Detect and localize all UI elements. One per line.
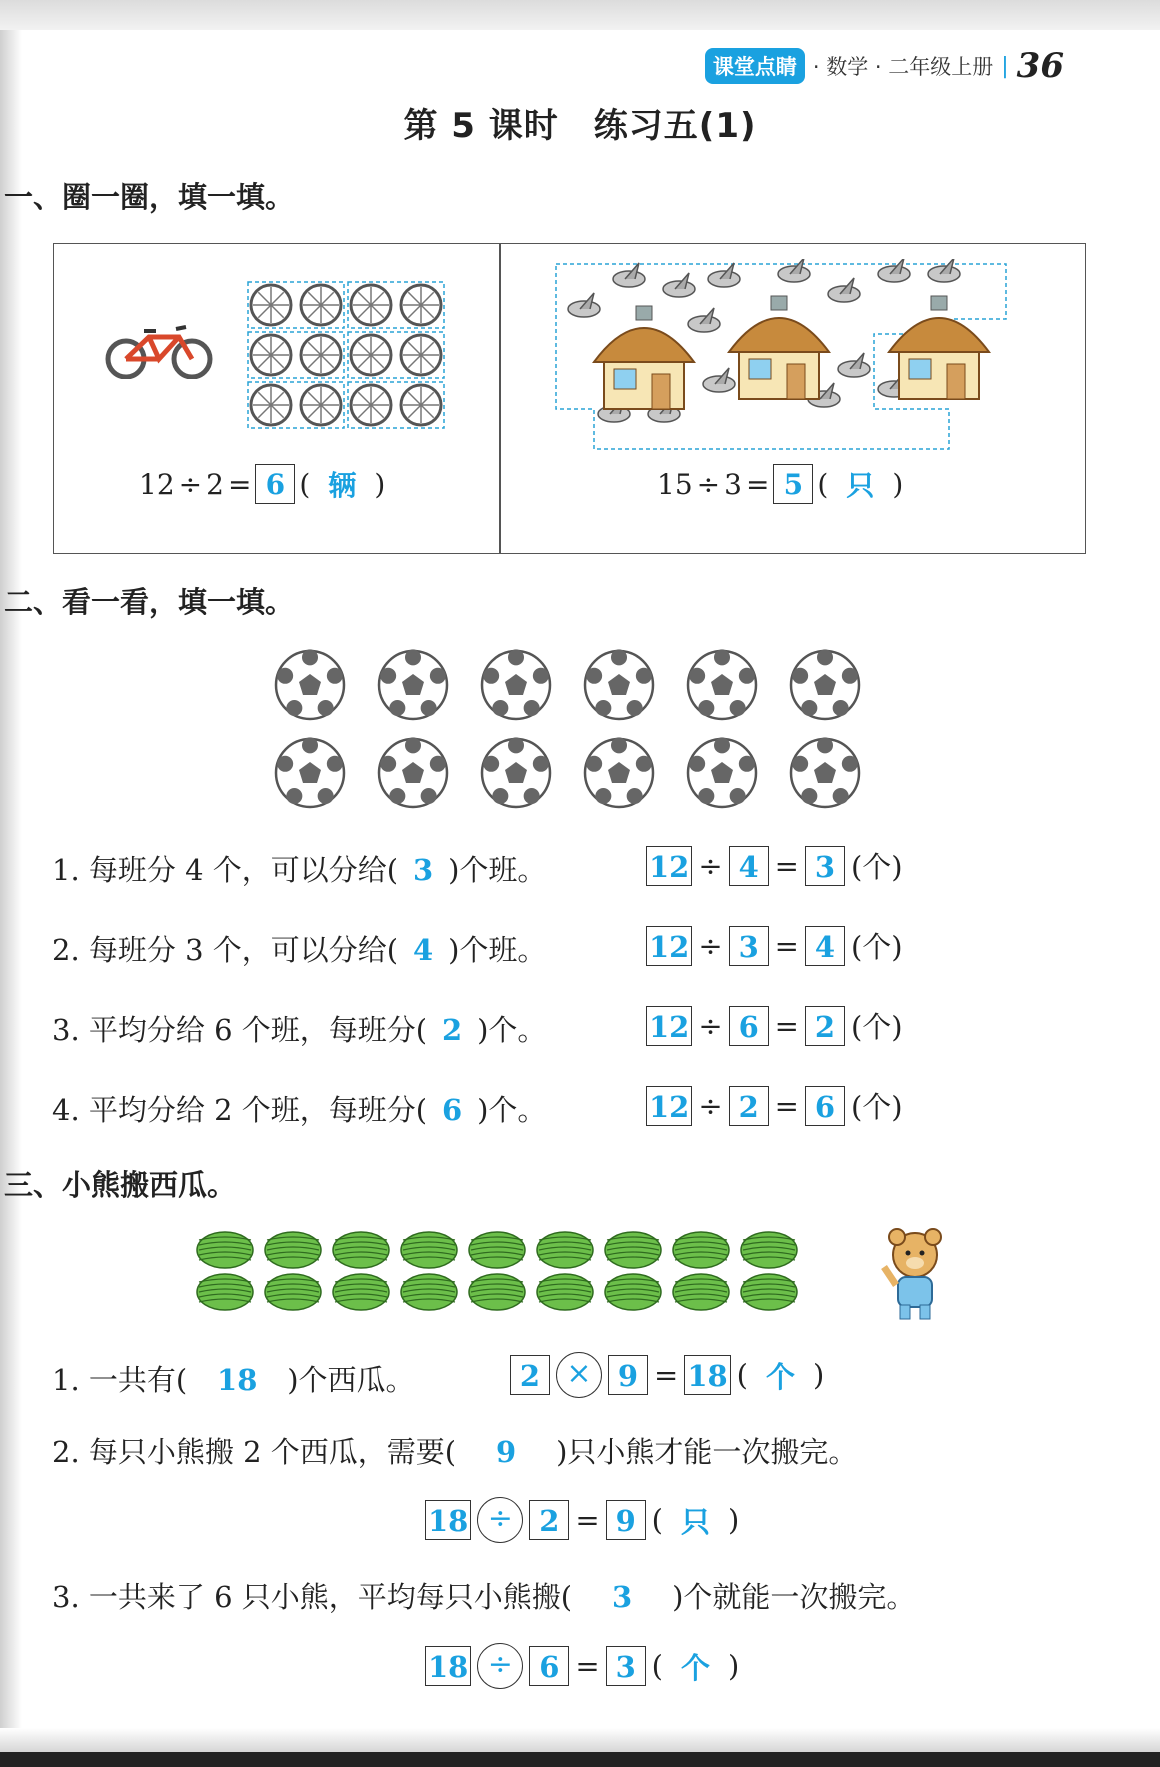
- answer-blank[interactable]: 4: [413, 933, 434, 967]
- section1-right-equation: 15 ÷ 3 = 5 ( 只 ): [657, 464, 903, 504]
- birds-and-houses-illustration: [554, 259, 1014, 454]
- watermelons: [195, 1225, 815, 1325]
- bird-icon: [613, 263, 645, 287]
- section3-heading: 三、小熊搬西瓜。: [4, 1168, 237, 1202]
- answer-box[interactable]: 12: [646, 926, 692, 966]
- answer-box[interactable]: 5: [773, 464, 813, 504]
- operator-circle[interactable]: ×: [556, 1352, 602, 1398]
- unit-answer[interactable]: 辆: [328, 469, 357, 502]
- bird-icon: [688, 308, 720, 332]
- wheel-icon: [401, 385, 441, 425]
- soccer-ball-icon: [688, 737, 756, 807]
- unit-answer[interactable]: 只: [681, 1504, 711, 1539]
- watermelon-icon: [401, 1274, 457, 1310]
- watermelon-icon: [197, 1232, 253, 1268]
- house-icon: [889, 296, 989, 399]
- watermelon-icon: [333, 1274, 389, 1310]
- page-bottom-edge: [0, 1728, 1160, 1752]
- bird-icon: [778, 259, 810, 282]
- wheel-icon: [351, 335, 391, 375]
- watermelon-icon: [469, 1232, 525, 1268]
- bird-icon: [838, 353, 870, 377]
- wheel-icon: [251, 385, 291, 425]
- wheel-groups: [246, 280, 446, 435]
- lesson-title: 第 5 课时 练习五(1): [403, 106, 757, 146]
- answer-blank[interactable]: 9: [496, 1435, 517, 1469]
- answer-box[interactable]: 18: [425, 1500, 471, 1540]
- page-top-edge: [0, 0, 1160, 30]
- unit-answer[interactable]: 个: [766, 1359, 796, 1394]
- section2-question: 4. 平均分给 2 个班，每班分( 6 )个。: [52, 1093, 547, 1127]
- wheel-icon: [401, 335, 441, 375]
- answer-box[interactable]: 2: [529, 1500, 569, 1540]
- page-number: 36: [1016, 46, 1064, 86]
- section3-q1-equation: 2 × 9 = 18 ( 个 ): [510, 1352, 824, 1398]
- answer-box[interactable]: 4: [805, 926, 845, 966]
- answer-box[interactable]: 12: [646, 1086, 692, 1126]
- answer-blank[interactable]: 2: [442, 1013, 463, 1047]
- bear-icon: [870, 1225, 950, 1325]
- watermelon-icon: [673, 1274, 729, 1310]
- house-icon: [594, 306, 694, 409]
- watermelon-icon: [333, 1232, 389, 1268]
- section1-heading: 一、圈一圈，填一填。: [4, 180, 295, 214]
- table-divider: [499, 244, 501, 553]
- wheel-icon: [401, 285, 441, 325]
- watermelon-icon: [537, 1274, 593, 1310]
- answer-box[interactable]: 12: [646, 1006, 692, 1046]
- wheel-icon: [351, 385, 391, 425]
- answer-box[interactable]: 3: [606, 1646, 646, 1686]
- wheel-icon: [301, 385, 341, 425]
- section2-heading: 二、看一看，填一填。: [4, 585, 295, 619]
- soccer-ball-icon: [276, 737, 344, 807]
- soccer-ball-icon: [482, 737, 550, 807]
- soccer-ball-icon: [482, 649, 550, 719]
- soccer-ball-icon: [585, 649, 653, 719]
- answer-box[interactable]: 9: [606, 1500, 646, 1540]
- wheel-icon: [251, 335, 291, 375]
- watermelon-icon: [469, 1274, 525, 1310]
- soccer-ball-icon: [791, 737, 859, 807]
- answer-blank[interactable]: 6: [442, 1093, 463, 1127]
- answer-box[interactable]: 18: [684, 1355, 730, 1395]
- section3-question2: 2. 每只小熊搬 2 个西瓜，需要( 9 )只小熊才能一次搬完。: [52, 1435, 858, 1469]
- answer-box[interactable]: 6: [805, 1086, 845, 1126]
- bird-icon: [928, 259, 960, 282]
- watermelon-icon: [537, 1232, 593, 1268]
- soccer-ball-icon: [379, 649, 447, 719]
- bird-icon: [568, 293, 600, 317]
- wheel-icon: [301, 285, 341, 325]
- book-subtitle: · 数学 · 二年级上册: [812, 55, 994, 79]
- page-header: [705, 46, 1064, 86]
- answer-blank[interactable]: 3: [612, 1580, 633, 1614]
- wheel-icon: [301, 335, 341, 375]
- bird-icon: [878, 259, 910, 282]
- section2-equation: 12 ÷ 6 = 2 (个): [646, 1005, 903, 1046]
- section2-equation: 12 ÷ 3 = 4 (个): [646, 925, 903, 966]
- soccer-balls: [270, 645, 870, 815]
- soccer-ball-icon: [276, 649, 344, 719]
- answer-box[interactable]: 2: [805, 1006, 845, 1046]
- watermelon-icon: [265, 1274, 321, 1310]
- wheel-icon: [251, 285, 291, 325]
- answer-blank[interactable]: 3: [413, 853, 434, 887]
- answer-box[interactable]: 4: [729, 846, 769, 886]
- answer-box[interactable]: 6: [255, 464, 295, 504]
- section2-equation: 12 ÷ 4 = 3 (个): [646, 845, 903, 886]
- answer-box[interactable]: 2: [510, 1355, 550, 1395]
- section3-question1: 1. 一共有( 18 )个西瓜。: [52, 1363, 415, 1397]
- watermelon-icon: [741, 1232, 797, 1268]
- answer-box[interactable]: 12: [646, 846, 692, 886]
- answer-box[interactable]: 6: [529, 1646, 569, 1686]
- section3-q2-equation: 18 ÷ 2 = 9 ( 只 ): [425, 1497, 739, 1543]
- section2-question: 2. 每班分 3 个，可以分给( 4 )个班。: [52, 933, 547, 967]
- watermelon-icon: [197, 1274, 253, 1310]
- soccer-ball-icon: [585, 737, 653, 807]
- bird-icon: [828, 278, 860, 302]
- unit-answer[interactable]: 个: [681, 1650, 711, 1685]
- bird-icon: [708, 263, 740, 287]
- answer-box[interactable]: 3: [729, 926, 769, 966]
- unit-answer[interactable]: 只: [846, 469, 875, 502]
- watermelon-icon: [401, 1232, 457, 1268]
- section2-equation: 12 ÷ 2 = 6 (个): [646, 1085, 903, 1126]
- watermelon-icon: [605, 1274, 661, 1310]
- bird-icon: [663, 273, 695, 297]
- answer-box[interactable]: 6: [729, 1006, 769, 1046]
- wheel-icon: [351, 285, 391, 325]
- section1-table: [53, 243, 1086, 554]
- operator-circle[interactable]: ÷: [477, 1643, 523, 1689]
- watermelon-icon: [741, 1274, 797, 1310]
- section3-question3: 3. 一共来了 6 只小熊，平均每只小熊搬( 3 )个就能一次搬完。: [52, 1580, 916, 1614]
- answer-box[interactable]: 3: [805, 846, 845, 886]
- bird-icon: [703, 368, 735, 392]
- house-icon: [729, 296, 829, 399]
- page-bottom-band: [0, 1752, 1160, 1767]
- section2-question: 1. 每班分 4 个，可以分给( 3 )个班。: [52, 853, 547, 887]
- header-separator: |: [1001, 53, 1009, 79]
- page-spine-shadow: [0, 30, 22, 1730]
- watermelon-icon: [265, 1232, 321, 1268]
- brand-badge: 课堂点睛: [705, 48, 805, 84]
- watermelon-icon: [605, 1232, 661, 1268]
- watermelon-icon: [673, 1232, 729, 1268]
- answer-blank[interactable]: 18: [217, 1363, 258, 1397]
- answer-box[interactable]: 2: [729, 1086, 769, 1126]
- soccer-ball-icon: [379, 737, 447, 807]
- section1-left-equation: 12 ÷ 2 = 6 ( 辆 ): [139, 464, 385, 504]
- answer-box[interactable]: 18: [425, 1646, 471, 1686]
- section3-q3-equation: 18 ÷ 6 = 3 ( 个 ): [425, 1643, 739, 1689]
- bicycle-icon: [104, 319, 214, 379]
- soccer-ball-icon: [791, 649, 859, 719]
- operator-circle[interactable]: ÷: [477, 1497, 523, 1543]
- section2-question: 3. 平均分给 6 个班，每班分( 2 )个。: [52, 1013, 547, 1047]
- answer-box[interactable]: 9: [608, 1355, 648, 1395]
- soccer-ball-icon: [688, 649, 756, 719]
